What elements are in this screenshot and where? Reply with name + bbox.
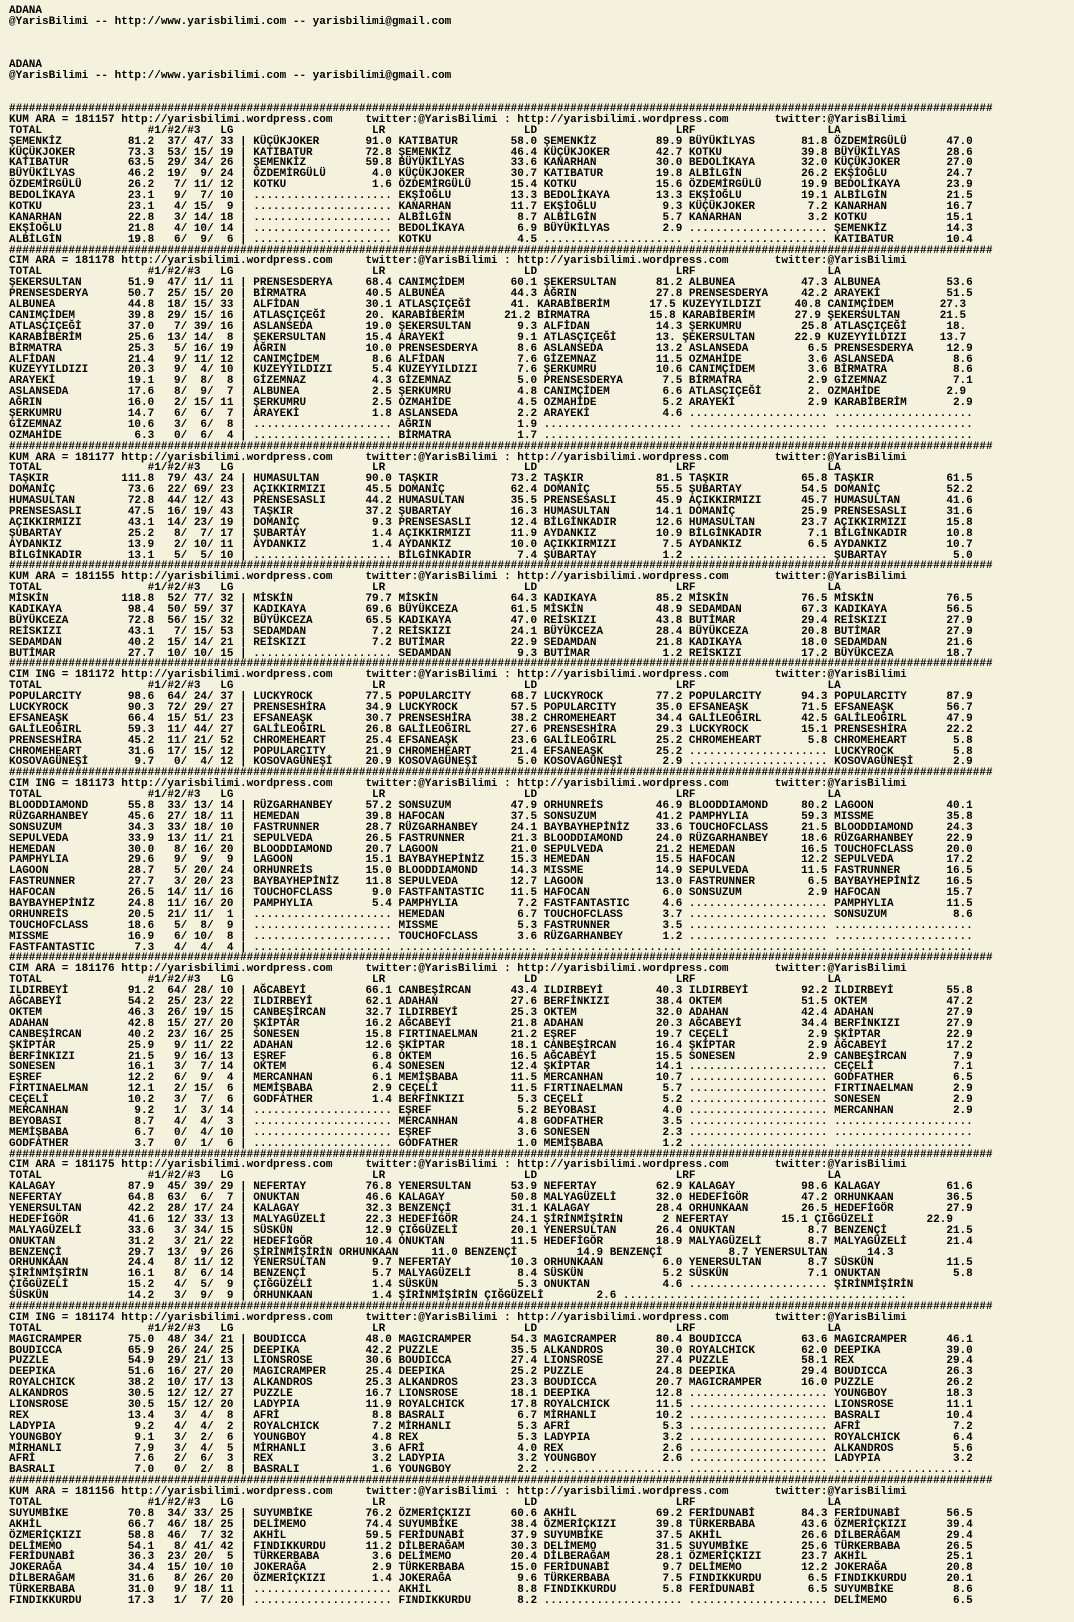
text-line: SUYUMBİKE 70.8 34/ 33/ 25 | SUYUMBİKE 76.2 ÖZMERİÇKIZI 60.6 AKHİL 69.2 FERİDUNABİ 84.3 FERİDUNABİ 56.5 bbox=[9, 1507, 973, 1520]
text-line: CIM ARA = 181178 http://yarisbilimi.wordpress.com twitter:@YarisBilimi : http://yarisbilimi.wordpress.com twitter:@YarisBilimi bbox=[9, 255, 907, 268]
text-line bbox=[9, 39, 1074, 50]
text-line: ##################################################################################################################################################### bbox=[9, 1148, 993, 1161]
text-line: ALKANDROS 30.5 12/ 12/ 27 | PUZZLE 16.7 LIONSROSE 18.1 DEEPIKA 12.8 ..................... YOUNGBOY 18.3 bbox=[9, 1388, 973, 1401]
text-line: ##################################################################################################################################################### bbox=[9, 103, 993, 116]
text-line: HEMEDAN 30.0 8/ 16/ 20 | BLOODDIAMOND 20.7 LAGOON 21.0 SEPULVEDA 21.2 HEMEDAN 16.5 TOUCHOFCLASS 20.0 bbox=[9, 843, 973, 856]
text-line: TOTAL #1/#2/#3 LG LR LD LRF LA bbox=[9, 974, 841, 987]
text-line: GALİLEOĞIRL 59.3 11/ 44/ 27 | GALİLEOĞIRL 26.8 GALİLEOĞIRL 27.6 PRENSESHİRA 29.3 LUCKYROCK 15.1 PRENSESHİRA 22.2 bbox=[9, 723, 973, 736]
text-line: ASLANSEDA 17.6 8/ 9/ 7 | ALBUNEA 2.5 ŞERKUMRU 4.8 CANIMÇİDEM 6.6 ATLASÇIÇEĞİ 2. OZMAHİDE 2.9 bbox=[9, 386, 967, 399]
text-line: MEMİŞBABA 6.7 0/ 4/ 10 | ..................... EŞREF 3.6 SONESEN 2.3 ..................... ..................... bbox=[9, 1126, 973, 1139]
text-line: CEÇELİ 10.2 3/ 7/ 6 | GODFATHER 1.4 BERFİNKIZI 5.3 CEÇELİ 5.2 ..................... SONESEN 2.9 bbox=[9, 1094, 973, 1107]
text-line: CIM ING = 181172 http://yarisbilimi.wordpress.com twitter:@YarisBilimi : http://yarisbilimi.wordpress.com twitter:@YarisBilimi bbox=[9, 669, 907, 682]
text-line: BUTİMAR 27.7 10/ 10/ 15 | ..................... SEDAMDAN 9.3 BUTİMAR 1.2 REİSKIZI 17.2 BÜYÜKCEZA 18.7 bbox=[9, 647, 973, 660]
text-line: BENZENÇİ 29.7 13/ 9/ 26 | ŞİRİNMİŞİRİN ORHUNKAAN 11.0 BENZENÇİ 14.9 BENZENÇİ 8.7 YENERSULTAN 14.3 bbox=[9, 1246, 894, 1259]
text-line: PRENSESHİRA 45.2 11/ 21/ 52 | CHROMEHEART 25.4 EFSANEAŞK 23.6 GALİLEOĞIRL 25.2 CHROMEHEART 5.8 CHROMEHEART 5.8 bbox=[9, 734, 973, 747]
text-line: KARABİBERİM 25.6 13/ 14/ 8 | ŞEKERSULTAN 15.4 ARAYEKİ 9.1 ATLASÇIÇEĞİ 13. ŞEKERSULTAN 22.9 KUZEYYILDIZI 13.7 bbox=[9, 331, 967, 344]
text-line: KOTKU 23.1 4/ 15/ 9 | ..................... KANARHAN 11.7 EKŞİOĞLU 9.3 KÜÇÜKJOKER 7.2 KANARHAN 16.7 bbox=[9, 201, 973, 214]
text-line: @YarisBilimi -- http://www.yarisbilimi.com -- yarisbilimi@gmail.com bbox=[9, 15, 452, 28]
text-line: PAMPHYLIA 29.6 9/ 9/ 9 | LAGOON 15.1 BAYBAYHEPİNİZ 15.3 HEMEDAN 15.5 HAFOCAN 12.2 SEPULVEDA 17.2 bbox=[9, 854, 973, 867]
text-line: BOUDICCA 65.9 26/ 24/ 25 | DEEPIKA 42.2 PUZZLE 35.5 ALKANDROS 30.0 ROYALCHICK 62.0 DEEPIKA 39.0 bbox=[9, 1344, 973, 1357]
text-line: SONSUZUM 34.3 33/ 18/ 10 | FASTRUNNER 28.7 RÜZGARHANBEY 24.1 BAYBAYHEPİNİZ 33.6 TOUCHOFCLASS 21.5 BLOODDIAMOND 24.3 bbox=[9, 821, 973, 834]
text-line bbox=[9, 50, 1074, 61]
text-line: ALBUNEA 44.8 18/ 15/ 33 | ALFİDAN 30.1 ATLASÇIÇEĞİ 41. KARABİBERİM 17.5 KUZEYYILDIZI 40.8 CANIMÇİDEM 27.3 bbox=[9, 299, 967, 312]
text-line: EKŞİOĞLU 21.8 4/ 10/ 14 | ..................... BEDOLİKAYA 6.9 BÜYÜKİLYAS 2.9 ..................... ŞEMENKİZ 14.3 bbox=[9, 222, 973, 235]
text-line: ADAHAN 42.8 15/ 27/ 20 | ŞKİPTAR 16.2 AĞCABEYİ 21.8 ADAHAN 20.3 AĞCABEYİ 34.4 BERFİNKIZI 27.9 bbox=[9, 1017, 973, 1030]
text-line: FERİDUNABİ 36.3 23/ 20/ 5 | TÜRKERBABA 3.6 DELİMEMO 20.4 DİLBERAĞAM 28.1 ÖZMERİÇKIZI 23.7 AKHİL 25.1 bbox=[9, 1551, 973, 1564]
text-line: AKHİL 66.7 46/ 18/ 25 | DELİMEMO 74.4 SUYUMBİKE 38.4 ÖZMERİÇKIZI 39.8 TÜRKERBABA 43.6 ÖZMERİÇKIZI 39.4 bbox=[9, 1518, 973, 1531]
text-line: ŞİRİNMİŞİRİN 16.1 8/ 6/ 14 | BENZENÇİ 5.7 MALYAGÜZELİ 8.4 SÜSKÜN 5.2 SÜSKÜN 7.1 ONUKTAN 5.8 bbox=[9, 1268, 973, 1281]
text-line: MİRHANLI 7.9 3/ 4/ 5 | MİRHANLI 3.6 AFRİ 4.0 REX 2.6 ..................... ALKANDROS 5.6 bbox=[9, 1442, 973, 1455]
text-line: BÜYÜKİLYAS 46.2 19/ 9/ 24 | ÖZDEMİRGÜLÜ 4.0 KÜÇÜKJOKER 30.7 KATIBATUR 19.8 ALBİLGİN 26.2 EKŞİOĞLU 24.7 bbox=[9, 168, 973, 181]
text-line: KOSOVAGÜNEŞİ 9.7 0/ 4/ 12 | KOSOVAGÜNEŞİ 20.9 KOSOVAGÜNEŞİ 5.0 KOSOVAGÜNEŞİ 2.9 ..................... KOSOVAGÜNEŞİ 2.9 bbox=[9, 756, 973, 769]
text-line: BİLGİNKADIR 13.1 5/ 5/ 10 | ..................... BİLGİNKADIR 7.4 ŞUBARTAY 1.2 ..................... ŞUBARTAY 5.0 bbox=[9, 549, 973, 562]
text-line: CIM ING = 181174 http://yarisbilimi.wordpress.com twitter:@YarisBilimi : http://yarisbilimi.wordpress.com twitter:@YarisBilimi bbox=[9, 1311, 907, 1324]
text-line: CANBEŞİRCAN 40.2 23/ 16/ 25 | SONESEN 15.8 FIRTINAELMAN 21.2 EŞREF 19.7 CEÇELİ 2.9 ŞKİPTAR 22.9 bbox=[9, 1028, 973, 1041]
text-line: SONESEN 16.1 3/ 7/ 14 | OKTEM 6.4 SONESEN 12.4 ŞKİPTAR 14.1 ..................... CEÇELİ 7.1 bbox=[9, 1061, 973, 1074]
text-line: ##################################################################################################################################################### bbox=[9, 952, 993, 965]
text-line: ŞEMENKİZ 81.2 37/ 47/ 33 | KÜÇÜKJOKER 91.0 KATIBATUR 58.0 ŞEMENKİZ 89.9 BÜYÜKİLYAS 81.8 ÖZDEMİRGÜLÜ 47.0 bbox=[9, 135, 973, 148]
text-line: SEPULVEDA 33.9 13/ 11/ 21 | SEPULVEDA 26.5 FASTRUNNER 21.3 BLOODDIAMOND 24.0 RÜZGARHANBEY 18.6 RÜZGARHANBEY 22.9 bbox=[9, 832, 973, 845]
text-line: BİRMATRA 25.3 5/ 16/ 19 | AĞRIN 10.0 PRENSESDERYA 8.6 ASLANSEDA 13.2 ASLANSEDA 6.5 PRENSESDERYA 12.9 bbox=[9, 342, 973, 355]
text-line: DELİMEMO 54.1 8/ 41/ 42 | FINDIKKURDU 11.2 DİLBERAĞAM 30.3 DELİMEMO 31.5 SUYUMBİKE 25.6 TÜRKERBABA 26.5 bbox=[9, 1540, 973, 1553]
text-line: CIM ING = 181173 http://yarisbilimi.wordpress.com twitter:@YarisBilimi : http://yarisbilimi.wordpress.com twitter:@YarisBilimi bbox=[9, 778, 907, 791]
text-line: CANIMÇİDEM 39.8 29/ 15/ 16 | ATLASÇIÇEĞİ 20. KARABİBERİM 21.2 BİRMATRA 15.8 KARABİBERİM 27.9 ŞEKERSULTAN 21.5 bbox=[9, 309, 967, 322]
text-line: HUMASULTAN 72.8 44/ 12/ 43 | PRENSESASLI 44.2 HUMASULTAN 35.5 PRENSESASLI 45.9 AÇIKKIRMIZI 45.7 HUMASULTAN 41.6 bbox=[9, 495, 973, 508]
text-line: YOUNGBOY 9.1 3/ 2/ 6 | YOUNGBOY 4.8 REX 5.3 LADYPIA 3.2 ..................... ROYALCHICK 6.4 bbox=[9, 1431, 973, 1444]
text-line: REX 13.4 3/ 4/ 8 | AFRİ 8.8 BASRALI 6.7 MİRHANLI 10.2 ..................... BASRALI 10.4 bbox=[9, 1409, 973, 1422]
text-line: ONUKTAN 31.2 3/ 21/ 22 | HEDEFİGÖR 10.4 ONUKTAN 11.5 HEDEFİGÖR 18.9 MALYAGÜZELİ 8.7 MALYAGÜZELİ 21.4 bbox=[9, 1235, 973, 1248]
text-line: OZMAHİDE 6.3 0/ 6/ 4 | ..................... BİRMATRA 1.7 ..................... ..................... ..................... bbox=[9, 429, 973, 442]
text-line: ÖZDEMİRGÜLÜ 26.2 7/ 11/ 12 | KOTKU 1.6 ÖZDEMİRGÜLÜ 15.4 KOTKU 15.6 ÖZDEMİRGÜLÜ 19.9 BEDOLİKAYA 23.9 bbox=[9, 179, 973, 192]
text-line: LAGOON 28.7 5/ 20/ 24 | ORHUNREİS 15.0 BLOODDIAMOND 14.3 MISSME 14.9 SEPULVEDA 11.5 FASTRUNNER 16.5 bbox=[9, 865, 973, 878]
text-line: MALYAGÜZELİ 33.6 3/ 34/ 15 | SÜSKÜN 12.9 ÇIĞGÜZELİ 20.1 YENERSULTAN 26.4 ONUKTAN 8.7 BENZENÇİ 21.5 bbox=[9, 1224, 973, 1237]
text-line: TÜRKERBABA 31.0 9/ 18/ 11 | ..................... AKHİL 8.8 FINDIKKURDU 5.8 FERİDUNABİ 6.5 SUYUMBİKE 8.6 bbox=[9, 1584, 973, 1597]
text-line bbox=[9, 82, 1074, 93]
text-line: ÖZMERİÇKIZI 58.8 46/ 7/ 32 | AKHİL 59.5 FERİDUNABİ 37.9 SUYUMBİKE 37.5 AKHİL 26.6 DİLBERAĞAM 29.4 bbox=[9, 1529, 973, 1542]
text-line: ORHUNREİS 20.5 21/ 11/ 1 | ..................... HEMEDAN 6.7 TOUCHOFCLASS 3.7 ..................... SONSUZUM 8.6 bbox=[9, 908, 973, 921]
text-line: ALBİLGİN 19.8 6/ 9/ 6 | ..................... KOTKU 4.5 ..................... ..................... KATIBATUR 10.4 bbox=[9, 233, 973, 246]
text-line: ##################################################################################################################################################### bbox=[9, 560, 993, 573]
text-line: CIM ARA = 181176 http://yarisbilimi.wordpress.com twitter:@YarisBilimi : http://yarisbilimi.wordpress.com twitter:@YarisBilimi bbox=[9, 963, 907, 976]
text-line: TAŞKIR 111.8 79/ 43/ 24 | HUMASULTAN 90.0 TAŞKIR 73.2 TAŞKIR 81.5 TAŞKIR 65.8 TAŞKIR 61.5 bbox=[9, 473, 973, 486]
text-line: NEFERTAY 64.8 63/ 6/ 7 | ONUKTAN 46.6 KALAGAY 50.8 MALYAGÜZELİ 32.0 HEDEFİGÖR 47.2 ORHUNKAAN 36.5 bbox=[9, 1192, 973, 1205]
text-line: ROYALCHICK 38.2 10/ 17/ 13 | ALKANDROS 25.3 ALKANDROS 23.3 BOUDICCA 20.7 MAGICRAMPER 16.0 PUZZLE 26.2 bbox=[9, 1377, 973, 1390]
text-line: ADANA bbox=[9, 5, 43, 17]
text-line: FINDIKKURDU 17.3 1/ 7/ 20 | ..................... FINDIKKURDU 8.2 ..................... ..................... DELİMEMO 6.5 bbox=[9, 1595, 973, 1608]
text-line: AYDANKIZ 13.9 2/ 10/ 11 | AYDANKIZ 1.4 AYDANKIZ 10.0 AÇIKKIRMIZI 7.5 AYDANKIZ 6.5 AYDANKIZ 10.7 bbox=[9, 538, 973, 551]
text-line: TOTAL #1/#2/#3 LG LR LD LRF LA bbox=[9, 1322, 841, 1335]
text-line: ŞEKERSULTAN 51.9 47/ 11/ 11 | PRENSESDERYA 68.4 CANIMÇİDEM 60.1 ŞEKERSULTAN 81.2 ALBUNEA 47.3 ALBUNEA 53.6 bbox=[9, 277, 973, 290]
text-line: YENERSULTAN 42.2 28/ 17/ 24 | KALAGAY 32.3 BENZENÇİ 31.1 KALAGAY 28.4 ORHUNKAAN 26.5 HEDEFİGÖR 27.9 bbox=[9, 1202, 973, 1215]
text-line: ŞUBARTAY 25.2 8/ 7/ 17 | ŞUBARTAY 1.4 AÇIKKIRMIZI 11.9 AYDANKIZ 10.9 BİLGİNKADIR 7.1 BİLGİNKADIR 10.8 bbox=[9, 527, 973, 540]
text-line bbox=[9, 28, 1074, 39]
text-line: SEDAMDAN 40.2 15/ 14/ 21 | REİSKIZI 7.2 BUTİMAR 22.9 SEDAMDAN 21.8 KADIKAYA 18.0 SEDAMDAN 21.6 bbox=[9, 636, 973, 649]
text-line: KUZEYYILDIZI 20.3 9/ 4/ 10 | KUZEYYILDIZI 5.4 KUZEYYILDIZI 7.6 ŞERKUMRU 10.6 CANIMÇİDEM 3.6 BİRMATRA 8.6 bbox=[9, 364, 973, 377]
text-line: @YarisBilimi -- http://www.yarisbilimi.com -- yarisbilimi@gmail.com bbox=[9, 70, 452, 83]
text-line: SÜSKÜN 14.2 3/ 9/ 9 | ORHUNKAAN 1.4 ŞİRİNMİŞİRİN ÇIĞGÜZELİ 2.6 ..................... ..................... bbox=[9, 1290, 907, 1303]
text-line: ALFİDAN 21.4 9/ 11/ 12 | CANIMÇİDEM 8.6 ALFİDAN 7.6 GİZEMNAZ 11.5 OZMAHİDE 3.6 ASLANSEDA 8.6 bbox=[9, 353, 973, 366]
text-line: KUM ARA = 181155 http://yarisbilimi.wordpress.com twitter:@YarisBilimi : http://yarisbilimi.wordpress.com twitter:@YarisBilimi bbox=[9, 571, 907, 584]
text-line: PRENSESASLI 47.5 16/ 19/ 43 | TAŞKIR 37.2 ŞUBARTAY 16.3 HUMASULTAN 14.1 DOMANİÇ 25.9 PRENSESASLI 31.6 bbox=[9, 505, 973, 518]
text-line: ADANA bbox=[9, 59, 43, 72]
text-line: LUCKYROCK 90.3 72/ 29/ 27 | PRENSESHİRA 34.9 LUCKYROCK 57.5 POPULARCITY 35.0 EFSANEAŞK 71.5 EFSANEAŞK 56.7 bbox=[9, 702, 973, 714]
text-line: MERCANHAN 9.2 1/ 3/ 14 | ..................... EŞREF 5.2 BEYOBASI 4.0 ..................... MERCANHAN 2.9 bbox=[9, 1104, 973, 1117]
text-line: PUZZLE 54.9 29/ 21/ 13 | LIONSROSE 30.6 BOUDICCA 27.4 LIONSROSE 27.4 PUZZLE 58.1 REX 29.4 bbox=[9, 1355, 973, 1368]
text-line: BERFİNKIZI 21.5 9/ 16/ 13 | EŞREF 6.8 OKTEM 16.5 AĞCABEYİ 15.5 SONESEN 2.9 CANBEŞİRCAN 7.9 bbox=[9, 1050, 973, 1063]
text-line: BLOODDIAMOND 55.8 33/ 13/ 14 | RÜZGARHANBEY 57.2 SONSUZUM 47.9 ORHUNREİS 46.9 BLOODDIAMOND 80.2 LAGOON 40.1 bbox=[9, 800, 973, 813]
text-line: FASTRUNNER 27.7 3/ 20/ 23 | BAYBAYHEPİNİZ 11.8 SEPULVEDA 12.7 LAGOON 13.0 FASTRUNNER 6.5 BAYBAYHEPİNİZ 16.5 bbox=[9, 876, 973, 889]
text-line: TOTAL #1/#2/#3 LG LR LD LRF LA bbox=[9, 1497, 841, 1510]
text-line: TOTAL #1/#2/#3 LG LR LD LRF LA bbox=[9, 1170, 841, 1183]
text-line: TOTAL #1/#2/#3 LG LR LD LRF LA bbox=[9, 124, 841, 137]
text-line: TOTAL #1/#2/#3 LG LR LD LRF LA bbox=[9, 582, 841, 595]
text-line: KADIKAYA 98.4 50/ 59/ 37 | KADIKAYA 69.6 BÜYÜKCEZA 61.5 MİSKİN 48.9 SEDAMDAN 67.3 KADIKAYA 56.5 bbox=[9, 603, 973, 616]
text-line: BÜYÜKCEZA 72.8 56/ 15/ 32 | BÜYÜKCEZA 65.5 KADIKAYA 47.0 REİSKIZI 43.8 BUTİMAR 29.4 REİSKIZI 27.9 bbox=[9, 614, 973, 627]
text-line: PRENSESDERYA 50.7 25/ 15/ 20 | BİRMATRA 40.5 ALBUNEA 44.3 AĞRIN 27.8 PRENSESDERYA 42.2 ARAYEKİ 51.5 bbox=[9, 288, 973, 301]
text-line: OKTEM 46.3 26/ 19/ 15 | CANBEŞİRCAN 32.7 ILDIRBEYİ 25.3 OKTEM 32.0 ADAHAN 42.4 ADAHAN 27.9 bbox=[9, 1006, 973, 1019]
text-line: GİZEMNAZ 10.6 3/ 6/ 8 | ..................... AĞRIN 1.9 ..................... ..................... ..................... bbox=[9, 418, 973, 431]
text-line: HEDEFİGÖR 41.6 12/ 33/ 13 | MALYAGÜZELİ 22.3 HEDEFİGÖR 24.1 ŞİRİNMİŞİRİN 2 NEFERTAY 15.1 ÇIĞGÜZELİ 22.9 bbox=[9, 1213, 953, 1226]
text-line: POPULARCITY 98.6 64/ 24/ 37 | LUCKYROCK 77.5 POPULARCITY 68.7 LUCKYROCK 77.2 POPULARCITY 94.3 POPULARCITY 87.9 bbox=[9, 691, 973, 704]
text-line: LADYPIA 9.2 4/ 4/ 2 | ROYALCHICK 7.2 MİRHANLI 5.3 AFRİ 5.3 ..................... AFRİ 7.2 bbox=[9, 1420, 973, 1433]
text-line: DEEPIKA 51.6 16/ 27/ 20 | MAGICRAMPER 25.4 DEEPIKA 25.2 PUZZLE 24.8 DEEPIKA 29.4 BOUDICCA 26.3 bbox=[9, 1366, 973, 1379]
text-line: ##################################################################################################################################################### bbox=[9, 767, 993, 780]
text-line: KATIBATUR 63.5 29/ 34/ 26 | ŞEMENKİZ 59.8 BÜYÜKİLYAS 33.6 KANARHAN 30.0 BEDOLİKAYA 32.0 KÜÇÜKJOKER 27.0 bbox=[9, 157, 973, 170]
text-line: AÇIKKIRMIZI 43.1 14/ 23/ 19 | DOMANİÇ 9.3 PRENSESASLI 12.4 BİLGİNKADIR 12.6 HUMASULTAN 23.7 AÇIKKIRMIZI 15.8 bbox=[9, 516, 973, 529]
text-line: TOTAL #1/#2/#3 LG LR LD LRF LA bbox=[9, 680, 841, 693]
text-line: KANARHAN 22.8 3/ 14/ 18 | ..................... ALBİLGİN 8.7 ALBİLGİN 5.7 KANARHAN 3.2 KOTKU 15.1 bbox=[9, 211, 973, 224]
text-line: BASRALI 7.0 0/ 2/ 8 | BASRALI 1.6 YOUNGBOY 2.2 ..................... ..................... ..................... bbox=[9, 1464, 973, 1477]
text-line: TOTAL #1/#2/#3 LG LR LD LRF LA bbox=[9, 266, 841, 279]
text-line: BAYBAYHEPİNİZ 24.8 11/ 16/ 20 | PAMPHYLIA 5.4 PAMPHYLIA 7.2 FASTFANTASTIC 4.6 ..................... PAMPHYLIA 11.5 bbox=[9, 898, 973, 911]
text-line: HAFOCAN 26.5 14/ 11/ 16 | TOUCHOFCLASS 9.0 FASTFANTASTIC 11.5 HAFOCAN 6.0 SONSUZUM 2.9 HAFOCAN 15.7 bbox=[9, 887, 973, 900]
text-line: ARAYEKİ 19.1 9/ 8/ 8 | GİZEMNAZ 4.3 GİZEMNAZ 5.0 PRENSESDERYA 7.5 BİRMATRA 2.9 GİZEMNAZ 7.1 bbox=[9, 375, 973, 388]
text-line: AFRİ 7.6 2/ 6/ 3 | REX 3.2 LADYPIA 3.2 YOUNGBOY 2.6 ..................... LADYPIA 3.2 bbox=[9, 1453, 973, 1466]
text-line: EŞREF 12.2 6/ 9/ 4 | MERCANHAN 6.1 MEMİŞBABA 11.5 MERCANHAN 10.7 ..................... GODFATHER 6.5 bbox=[9, 1072, 973, 1085]
text-line: FASTFANTASTIC 7.3 4/ 4/ 4 | ..................... ..................... ..................... ..................... ..................... bbox=[9, 941, 973, 954]
text-line: DİLBERAĞAM 31.6 8/ 26/ 20 | ÖZMERİÇKIZI 1.4 JOKERAĞA 9.6 TÜRKERBABA 7.5 FINDIKKURDU 6.5 FINDIKKURDU 20.1 bbox=[9, 1573, 973, 1586]
text-line: KUM ARA = 181156 http://yarisbilimi.wordpress.com twitter:@YarisBilimi : http://yarisbilimi.wordpress.com twitter:@YarisBilimi bbox=[9, 1486, 907, 1499]
text-line: REİSKIZI 43.1 7/ 15/ 53 | SEDAMDAN 7.2 REİSKIZI 24.1 BÜYÜKCEZA 28.4 BÜYÜKCEZA 20.8 BUTİMAR 27.9 bbox=[9, 625, 973, 638]
text-line: TOTAL #1/#2/#3 LG LR LD LRF LA bbox=[9, 789, 841, 802]
text-line: EFSANEAŞK 66.4 15/ 51/ 23 | EFSANEAŞK 30.7 PRENSESHİRA 38.2 CHROMEHEART 34.4 GALİLEOĞIRL 42.5 GALİLEOĞIRL 47.9 bbox=[9, 712, 973, 725]
text-line: TOTAL #1/#2/#3 LG LR LD LRF LA bbox=[9, 462, 841, 475]
text-line: AĞCABEYİ 54.2 25/ 23/ 22 | ILDIRBEYİ 62.1 ADAHAN 27.6 BERFİNKIZI 38.4 OKTEM 51.5 OKTEM 47.2 bbox=[9, 996, 973, 1009]
text-line: RÜZGARHANBEY 45.6 27/ 18/ 11 | HEMEDAN 39.8 HAFOCAN 37.5 SONSUZUM 41.2 PAMPHYLIA 59.3 MISSME 35.8 bbox=[9, 810, 973, 823]
text-line: ##################################################################################################################################################### bbox=[9, 244, 993, 257]
text-line: CIM ARA = 181175 http://yarisbilimi.wordpress.com twitter:@YarisBilimi : http://yarisbilimi.wordpress.com twitter:@YarisBilimi bbox=[9, 1159, 907, 1172]
text-line: DOMANİÇ 73.6 22/ 69/ 23 | AÇIKKIRMIZI 45.5 DOMANİÇ 62.4 DOMANİÇ 55.5 ŞUBARTAY 54.5 DOMANİÇ 52.2 bbox=[9, 484, 973, 497]
text-line: ŞKİPTAR 25.9 9/ 11/ 22 | ADAHAN 12.6 ŞKİPTAR 18.1 CANBEŞİRCAN 16.4 ŞKİPTAR 2.9 AĞCABEYİ 17.2 bbox=[9, 1039, 973, 1052]
text-line: MAGICRAMPER 75.0 48/ 34/ 21 | BOUDICCA 48.0 MAGICRAMPER 54.3 MAGICRAMPER 80.4 BOUDICCA 63.6 MAGICRAMPER 46.1 bbox=[9, 1333, 973, 1346]
text-line: ORHUNKAAN 24.4 8/ 11/ 12 | YENERSULTAN 9.7 NEFERTAY 10.3 ORHUNKAAN 6.0 YENERSULTAN 8.7 SÜSKÜN 11.5 bbox=[9, 1257, 973, 1270]
text-line: KUM ARA = 181177 http://yarisbilimi.wordpress.com twitter:@YarisBilimi : http://yarisbilimi.wordpress.com twitter:@YarisBilimi bbox=[9, 451, 907, 464]
text-line: JOKERAĞA 34.4 15/ 10/ 10 | JOKERAĞA 2.9 TÜRKERBABA 15.0 FERİDUNABİ 9.7 DELİMEMO 12.2 JOKERAĞA 20.8 bbox=[9, 1562, 973, 1575]
text-line: LIONSROSE 30.5 15/ 12/ 20 | LADYPIA 11.9 ROYALCHICK 17.8 ROYALCHICK 11.5 ..................... LIONSROSE 11.1 bbox=[9, 1399, 973, 1411]
text-line: ##################################################################################################################################################### bbox=[9, 1300, 993, 1313]
text-line: ##################################################################################################################################################### bbox=[9, 440, 993, 453]
text-line: KUM ARA = 181157 http://yarisbilimi.wordpress.com twitter:@YarisBilimi : http://yarisbilimi.wordpress.com twitter:@YarisBilimi bbox=[9, 113, 907, 126]
text-line: FIRTINAELMAN 12.1 2/ 15/ 6 | MEMİŞBABA 2.9 CEÇELİ 11.5 FIRTINAELMAN 5.7 ..................... FIRTINAELMAN 2.9 bbox=[9, 1083, 973, 1096]
text-line: KÜÇÜKJOKER 73.3 53/ 15/ 19 | KATIBATUR 72.8 ŞEMENKİZ 46.4 KÜÇÜKJOKER 42.7 KOTKU 39.8 BÜYÜKİLYAS 28.6 bbox=[9, 146, 973, 159]
text-line: ##################################################################################################################################################### bbox=[9, 1475, 993, 1488]
text-line: MISSME 16.9 6/ 10/ 8 | ..................... TOUCHOFCLASS 3.6 RÜZGARHANBEY 1.2 ..................... ..................... bbox=[9, 930, 973, 943]
text-line: BEYOBASI 8.7 4/ 4/ 3 | ..................... MERCANHAN 4.8 GODFATHER 3.5 ..................... ..................... bbox=[9, 1115, 973, 1128]
text-line: ILDIRBEYİ 91.2 64/ 28/ 10 | AĞCABEYİ 66.1 CANBEŞİRCAN 43.4 ILDIRBEYİ 40.3 ILDIRBEYİ 92.2 ILDIRBEYİ 55.8 bbox=[9, 985, 973, 998]
text-line: AĞRIN 16.0 2/ 15/ 11 | ŞERKUMRU 2.5 OZMAHİDE 4.5 OZMAHİDE 5.2 ARAYEKİ 2.9 KARABİBERİM 2.9 bbox=[9, 397, 973, 410]
text-line: ATLASÇIÇEĞİ 37.0 7/ 39/ 16 | ASLANSEDA 19.0 ŞEKERSULTAN 9.3 ALFİDAN 14.3 ŞERKUMRU 25.8 ATLASÇIÇEĞİ 18. bbox=[9, 320, 967, 333]
text-line: ŞERKUMRU 14.7 6/ 6/ 7 | ARAYEKİ 1.8 ASLANSEDA 2.2 ARAYEKİ 4.6 ..................... ..................... bbox=[9, 407, 973, 420]
text-line: KALAGAY 87.9 45/ 39/ 29 | NEFERTAY 76.8 YENERSULTAN 53.9 NEFERTAY 62.9 KALAGAY 98.6 KALAGAY 61.6 bbox=[9, 1181, 973, 1194]
text-line: ÇIĞGÜZELİ 15.2 4/ 5/ 9 | ÇIĞGÜZELİ 1.4 SÜSKÜN 5.3 ONUKTAN 4.6 ..................... ŞİRİNMİŞİRİN bbox=[9, 1279, 914, 1292]
text-line: TOUCHOFCLASS 18.6 5/ 8/ 9 | ..................... MISSME 5.3 FASTRUNNER 3.5 ..................... ..................... bbox=[9, 919, 973, 932]
text-line: BEDOLİKAYA 23.1 9/ 7/ 10 | ..................... EKŞİOĞLU 13.3 BEDOLİKAYA 13.3 EKŞİOĞLU 19.1 ALBİLGİN 21.5 bbox=[9, 190, 973, 203]
text-line: CHROMEHEART 31.6 17/ 15/ 12 | POPULARCITY 21.9 CHROMEHEART 21.4 EFSANEAŞK 25.2 ..................... LUCKYROCK 5.8 bbox=[9, 745, 973, 758]
text-line: MİSKİN 118.8 52/ 77/ 32 | MİSKİN 79.7 MİSKİN 64.3 KADIKAYA 85.2 MİSKİN 76.5 MİSKİN 76.5 bbox=[9, 593, 973, 606]
text-line: ##################################################################################################################################################### bbox=[9, 658, 993, 671]
text-line: GODFATHER 3.7 0/ 1/ 6 | ..................... GODFATHER 1.0 MEMİŞBABA 1.2 ..................... ..................... bbox=[9, 1137, 973, 1150]
